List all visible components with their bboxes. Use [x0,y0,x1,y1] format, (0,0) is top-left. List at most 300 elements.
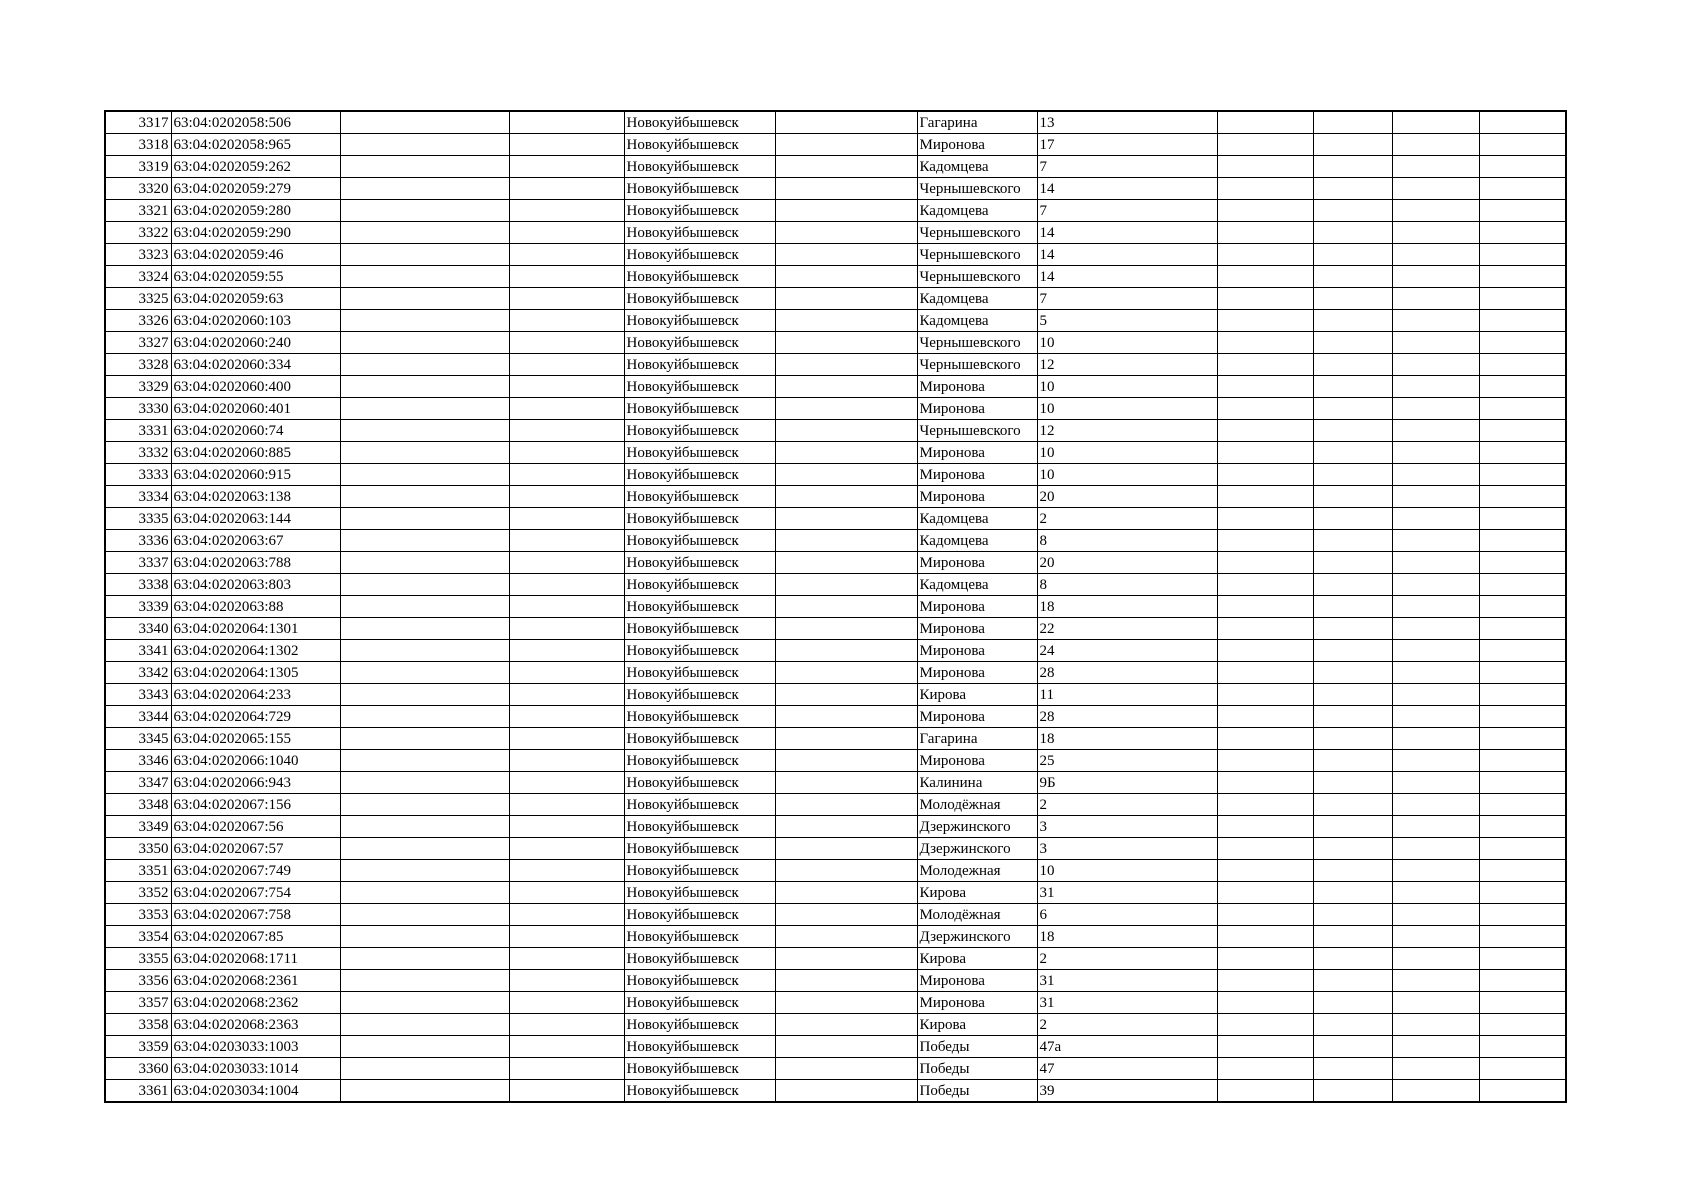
empty-cell [1313,420,1392,442]
empty-cell [340,354,509,376]
row-number-cell: 3347 [105,772,171,794]
empty-cell [1217,464,1313,486]
street-cell: Миронова [917,618,1037,640]
table-row [105,134,1566,156]
row-number-cell: 3341 [105,640,171,662]
empty-cell [340,926,509,948]
row-number-cell: 3317 [105,111,171,134]
cadastral-number-cell: 63:04:0203033:1003 [171,1036,340,1058]
empty-cell [1479,244,1566,266]
empty-cell [775,200,917,222]
empty-cell [775,926,917,948]
empty-cell [340,332,509,354]
city-cell: Новокуйбышевск [624,288,775,310]
table-row [105,926,1566,948]
empty-cell [775,244,917,266]
table-row [105,882,1566,904]
cadastral-number-cell: 63:04:0202064:729 [171,706,340,728]
row-number-cell: 3351 [105,860,171,882]
empty-cell [1313,1036,1392,1058]
empty-cell [1313,1080,1392,1103]
row-number-cell: 3326 [105,310,171,332]
empty-cell [1217,926,1313,948]
empty-cell [1217,244,1313,266]
city-cell: Новокуйбышевск [624,464,775,486]
empty-cell [340,310,509,332]
cadastral-number-cell: 63:04:0202065:155 [171,728,340,750]
street-cell: Победы [917,1036,1037,1058]
empty-cell [340,794,509,816]
street-cell: Молодёжная [917,904,1037,926]
table-row [105,222,1566,244]
empty-cell [509,398,624,420]
empty-cell [1217,750,1313,772]
table-row [105,552,1566,574]
house-number-cell: 47 [1037,1058,1217,1080]
row-number-cell: 3328 [105,354,171,376]
empty-cell [1217,794,1313,816]
empty-cell [1392,596,1479,618]
empty-cell [1313,750,1392,772]
empty-cell [340,266,509,288]
empty-cell [340,816,509,838]
street-cell: Кадомцева [917,156,1037,178]
street-cell: Миронова [917,970,1037,992]
empty-cell [1217,222,1313,244]
table-row [105,156,1566,178]
empty-cell [1479,750,1566,772]
empty-cell [509,596,624,618]
empty-cell [775,618,917,640]
empty-cell [1313,904,1392,926]
empty-cell [1479,640,1566,662]
empty-cell [509,684,624,706]
empty-cell [1313,816,1392,838]
empty-cell [1479,464,1566,486]
city-cell: Новокуйбышевск [624,1058,775,1080]
empty-cell [340,464,509,486]
empty-cell [509,970,624,992]
empty-cell [340,222,509,244]
empty-cell [1479,904,1566,926]
street-cell: Кадомцева [917,310,1037,332]
empty-cell [1392,992,1479,1014]
house-number-cell: 31 [1037,992,1217,1014]
street-cell: Миронова [917,750,1037,772]
table-row [105,1036,1566,1058]
row-number-cell: 3354 [105,926,171,948]
empty-cell [1217,1014,1313,1036]
empty-cell [509,1014,624,1036]
street-cell: Чернышевского [917,178,1037,200]
row-number-cell: 3345 [105,728,171,750]
row-number-cell: 3334 [105,486,171,508]
row-number-cell: 3339 [105,596,171,618]
empty-cell [509,552,624,574]
empty-cell [1392,1036,1479,1058]
street-cell: Кирова [917,1014,1037,1036]
cadastral-number-cell: 63:04:0202058:506 [171,111,340,134]
table-row [105,332,1566,354]
empty-cell [1479,420,1566,442]
house-number-cell: 7 [1037,288,1217,310]
cadastral-number-cell: 63:04:0202059:262 [171,156,340,178]
empty-cell [1313,970,1392,992]
row-number-cell: 3335 [105,508,171,530]
city-cell: Новокуйбышевск [624,992,775,1014]
empty-cell [1479,948,1566,970]
empty-cell [1392,442,1479,464]
empty-cell [1479,156,1566,178]
empty-cell [340,486,509,508]
house-number-cell: 13 [1037,111,1217,134]
cadastral-number-cell: 63:04:0202067:57 [171,838,340,860]
table-row [105,640,1566,662]
empty-cell [1217,420,1313,442]
empty-cell [509,926,624,948]
city-cell: Новокуйбышевск [624,156,775,178]
empty-cell [509,178,624,200]
empty-cell [509,1080,624,1103]
row-number-cell: 3349 [105,816,171,838]
city-cell: Новокуйбышевск [624,420,775,442]
row-number-cell: 3359 [105,1036,171,1058]
house-number-cell: 18 [1037,728,1217,750]
cadastral-number-cell: 63:04:0202067:156 [171,794,340,816]
table-row [105,772,1566,794]
row-number-cell: 3324 [105,266,171,288]
house-number-cell: 14 [1037,244,1217,266]
empty-cell [1479,574,1566,596]
house-number-cell: 10 [1037,332,1217,354]
empty-cell [1313,596,1392,618]
table-row [105,288,1566,310]
empty-cell [775,992,917,1014]
empty-cell [509,838,624,860]
empty-cell [1479,332,1566,354]
empty-cell [775,574,917,596]
house-number-cell: 14 [1037,266,1217,288]
empty-cell [1392,398,1479,420]
empty-cell [1392,948,1479,970]
table-row [105,1014,1566,1036]
street-cell: Кирова [917,684,1037,706]
row-number-cell: 3320 [105,178,171,200]
empty-cell [340,596,509,618]
street-cell: Чернышевского [917,266,1037,288]
empty-cell [1217,111,1313,134]
house-number-cell: 2 [1037,508,1217,530]
house-number-cell: 12 [1037,420,1217,442]
row-number-cell: 3348 [105,794,171,816]
row-number-cell: 3319 [105,156,171,178]
house-number-cell: 2 [1037,794,1217,816]
house-number-cell: 17 [1037,134,1217,156]
cadastral-number-cell: 63:04:0202064:1302 [171,640,340,662]
city-cell: Новокуйбышевск [624,728,775,750]
empty-cell [775,1036,917,1058]
empty-cell [1217,354,1313,376]
empty-cell [1392,266,1479,288]
empty-cell [340,1014,509,1036]
empty-cell [509,111,624,134]
table-row [105,398,1566,420]
empty-cell [509,860,624,882]
house-number-cell: 20 [1037,552,1217,574]
street-cell: Дзержинского [917,838,1037,860]
cadastral-number-cell: 63:04:0202059:55 [171,266,340,288]
empty-cell [1392,1058,1479,1080]
empty-cell [1313,200,1392,222]
empty-cell [1392,310,1479,332]
empty-cell [340,772,509,794]
empty-cell [775,904,917,926]
empty-cell [1217,992,1313,1014]
street-cell: Чернышевского [917,332,1037,354]
house-number-cell: 14 [1037,222,1217,244]
city-cell: Новокуйбышевск [624,860,775,882]
street-cell: Победы [917,1058,1037,1080]
empty-cell [1392,222,1479,244]
empty-cell [1479,288,1566,310]
cadastral-number-cell: 63:04:0202063:144 [171,508,340,530]
empty-cell [340,728,509,750]
house-number-cell: 10 [1037,398,1217,420]
empty-cell [509,728,624,750]
row-number-cell: 3352 [105,882,171,904]
cadastral-number-cell: 63:04:0202060:885 [171,442,340,464]
empty-cell [1217,706,1313,728]
house-number-cell: 11 [1037,684,1217,706]
city-cell: Новокуйбышевск [624,111,775,134]
empty-cell [340,111,509,134]
empty-cell [1313,134,1392,156]
empty-cell [1479,111,1566,134]
house-number-cell: 28 [1037,662,1217,684]
house-number-cell: 7 [1037,200,1217,222]
city-cell: Новокуйбышевск [624,750,775,772]
empty-cell [1392,816,1479,838]
house-number-cell: 28 [1037,706,1217,728]
empty-cell [1392,640,1479,662]
empty-cell [340,882,509,904]
empty-cell [1392,134,1479,156]
empty-cell [509,222,624,244]
empty-cell [775,596,917,618]
empty-cell [1217,376,1313,398]
empty-cell [509,794,624,816]
cadastral-number-cell: 63:04:0202068:2362 [171,992,340,1014]
empty-cell [1479,706,1566,728]
street-cell: Миронова [917,134,1037,156]
table-row [105,530,1566,552]
table-row [105,310,1566,332]
table-row [105,178,1566,200]
empty-cell [1313,728,1392,750]
empty-cell [775,222,917,244]
city-cell: Новокуйбышевск [624,816,775,838]
empty-cell [1313,178,1392,200]
row-number-cell: 3329 [105,376,171,398]
empty-cell [1392,794,1479,816]
empty-cell [1217,508,1313,530]
empty-cell [1392,860,1479,882]
empty-cell [1313,156,1392,178]
empty-cell [1392,662,1479,684]
empty-cell [1217,1080,1313,1103]
empty-cell [775,420,917,442]
empty-cell [340,134,509,156]
empty-cell [509,1036,624,1058]
empty-cell [340,244,509,266]
empty-cell [1479,970,1566,992]
house-number-cell: 24 [1037,640,1217,662]
cadastral-number-cell: 63:04:0202064:233 [171,684,340,706]
cadastral-number-cell: 63:04:0203034:1004 [171,1080,340,1103]
table-row [105,838,1566,860]
cadastral-number-cell: 63:04:0202060:103 [171,310,340,332]
empty-cell [1479,728,1566,750]
empty-cell [1479,376,1566,398]
empty-cell [1479,838,1566,860]
empty-cell [1392,508,1479,530]
row-number-cell: 3360 [105,1058,171,1080]
cadastral-number-cell: 63:04:0202060:334 [171,354,340,376]
house-number-cell: 10 [1037,860,1217,882]
empty-cell [775,332,917,354]
empty-cell [1392,926,1479,948]
empty-cell [340,948,509,970]
street-cell: Миронова [917,552,1037,574]
cadastral-number-cell: 63:04:0202060:240 [171,332,340,354]
cadastral-number-cell: 63:04:0202068:2361 [171,970,340,992]
cadastral-number-cell: 63:04:0202067:749 [171,860,340,882]
empty-cell [1217,728,1313,750]
empty-cell [1479,178,1566,200]
house-number-cell: 7 [1037,156,1217,178]
street-cell: Кадомцева [917,574,1037,596]
city-cell: Новокуйбышевск [624,442,775,464]
city-cell: Новокуйбышевск [624,530,775,552]
city-cell: Новокуйбышевск [624,332,775,354]
empty-cell [1392,684,1479,706]
empty-cell [1479,816,1566,838]
street-cell: Миронова [917,596,1037,618]
empty-cell [775,948,917,970]
street-cell: Миронова [917,398,1037,420]
table-row [105,860,1566,882]
table-row [105,662,1566,684]
empty-cell [1217,860,1313,882]
empty-cell [1392,772,1479,794]
city-cell: Новокуйбышевск [624,200,775,222]
empty-cell [340,838,509,860]
table-row [105,244,1566,266]
city-cell: Новокуйбышевск [624,486,775,508]
empty-cell [1479,222,1566,244]
empty-cell [509,156,624,178]
empty-cell [340,1036,509,1058]
city-cell: Новокуйбышевск [624,926,775,948]
empty-cell [775,640,917,662]
house-number-cell: 3 [1037,838,1217,860]
table-row [105,750,1566,772]
empty-cell [1479,486,1566,508]
empty-cell [1392,288,1479,310]
empty-cell [1392,904,1479,926]
row-number-cell: 3346 [105,750,171,772]
cadastral-number-cell: 63:04:0202063:803 [171,574,340,596]
empty-cell [1392,1080,1479,1103]
house-number-cell: 31 [1037,882,1217,904]
row-number-cell: 3333 [105,464,171,486]
city-cell: Новокуйбышевск [624,1080,775,1103]
empty-cell [1479,552,1566,574]
empty-cell [1313,288,1392,310]
empty-cell [340,706,509,728]
street-cell: Дзержинского [917,926,1037,948]
city-cell: Новокуйбышевск [624,552,775,574]
table-row [105,948,1566,970]
empty-cell [1217,156,1313,178]
empty-cell [509,266,624,288]
table-row [105,486,1566,508]
empty-cell [509,244,624,266]
empty-cell [1313,244,1392,266]
table-row [105,596,1566,618]
house-number-cell: 9Б [1037,772,1217,794]
empty-cell [509,882,624,904]
empty-cell [509,772,624,794]
empty-cell [775,684,917,706]
empty-cell [1217,772,1313,794]
empty-cell [1313,1058,1392,1080]
empty-cell [1479,992,1566,1014]
empty-cell [1217,618,1313,640]
table-row [105,794,1566,816]
cadastral-number-cell: 63:04:0202059:290 [171,222,340,244]
empty-cell [1392,332,1479,354]
house-number-cell: 3 [1037,816,1217,838]
row-number-cell: 3336 [105,530,171,552]
cadastral-number-cell: 63:04:0202060:915 [171,464,340,486]
empty-cell [1392,244,1479,266]
empty-cell [340,288,509,310]
row-number-cell: 3342 [105,662,171,684]
table-row [105,684,1566,706]
cadastral-number-cell: 63:04:0202068:1711 [171,948,340,970]
empty-cell [1392,156,1479,178]
empty-cell [775,794,917,816]
empty-cell [1217,266,1313,288]
empty-cell [340,156,509,178]
cadastral-number-cell: 63:04:0202067:85 [171,926,340,948]
city-cell: Новокуйбышевск [624,1036,775,1058]
row-number-cell: 3344 [105,706,171,728]
empty-cell [1313,332,1392,354]
empty-cell [775,310,917,332]
empty-cell [1217,684,1313,706]
empty-cell [1479,1058,1566,1080]
cadastral-number-cell: 63:04:0203033:1014 [171,1058,340,1080]
empty-cell [1217,552,1313,574]
empty-cell [1217,398,1313,420]
city-cell: Новокуйбышевск [624,398,775,420]
empty-cell [1479,442,1566,464]
street-cell: Миронова [917,376,1037,398]
empty-cell [1217,816,1313,838]
cadastral-table [104,110,1567,1103]
